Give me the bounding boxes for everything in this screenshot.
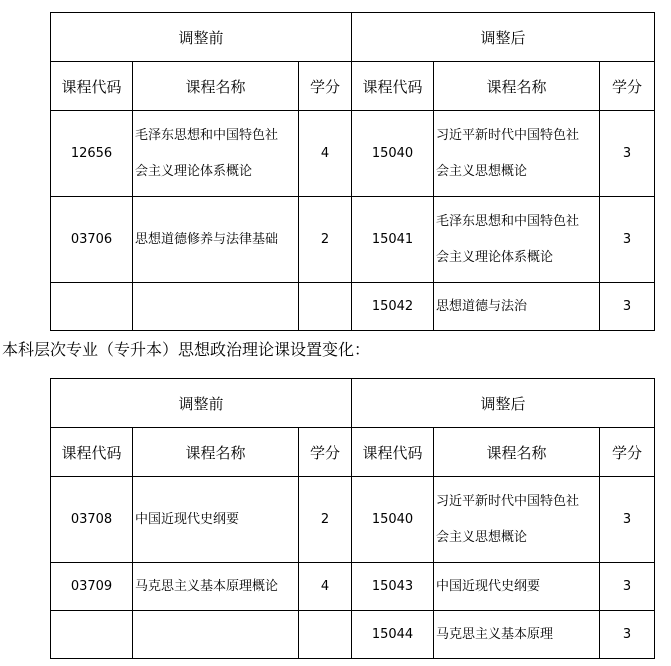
course-code: 15040 [352,111,434,197]
course-table-2 [50,378,655,659]
course-name: 习近平新时代中国特色社 会主义思想概论 [434,477,600,563]
table-row [51,611,655,659]
course-credit: 3 [600,197,655,283]
header-before: 调整前 [51,379,352,428]
course-code: 15041 [352,197,434,283]
course-credit: 2 [299,477,352,563]
course-name: 马克思主义基本原理概论 [133,563,299,611]
course-credit [299,611,352,659]
course-table-1 [50,12,655,331]
course-name: 毛泽东思想和中国特色社 会主义理论体系概论 [133,111,299,197]
course-code: 15040 [352,477,434,563]
section-caption: 本科层次专业（专升本）思想政治理论课设置变化： [2,340,371,359]
course-name: 习近平新时代中国特色社 会主义思想概论 [434,111,600,197]
course-code: 03706 [51,197,133,283]
course-credit: 3 [600,283,655,331]
table-row [51,197,655,283]
col-header-name: 课程名称 [133,62,299,111]
course-code [51,283,133,331]
header-after: 调整后 [352,13,655,62]
course-credit: 3 [600,563,655,611]
col-header-code: 课程代码 [51,62,133,111]
col-header-code: 课程代码 [51,428,133,477]
table-row [51,283,655,331]
course-credit [299,283,352,331]
course-code: 12656 [51,111,133,197]
col-header-credit: 学分 [299,62,352,111]
table-row [51,563,655,611]
course-name: 中国近现代史纲要 [434,563,600,611]
course-name: 毛泽东思想和中国特色社 会主义理论体系概论 [434,197,600,283]
col-header-credit: 学分 [600,62,655,111]
header-before: 调整前 [51,13,352,62]
course-name: 马克思主义基本原理 [434,611,600,659]
course-code: 15043 [352,563,434,611]
course-code [51,611,133,659]
col-header-name: 课程名称 [133,428,299,477]
course-code: 15044 [352,611,434,659]
course-name: 思想道德修养与法律基础 [133,197,299,283]
header-after: 调整后 [352,379,655,428]
course-credit: 3 [600,111,655,197]
course-code: 03708 [51,477,133,563]
course-code: 15042 [352,283,434,331]
col-header-name: 课程名称 [434,62,600,111]
course-credit: 4 [299,563,352,611]
course-name: 中国近现代史纲要 [133,477,299,563]
course-name [133,283,299,331]
col-header-code: 课程代码 [352,62,434,111]
table-row [51,111,655,197]
col-header-credit: 学分 [600,428,655,477]
col-header-code: 课程代码 [352,428,434,477]
course-name [133,611,299,659]
course-credit: 2 [299,197,352,283]
course-credit: 4 [299,111,352,197]
course-code: 03709 [51,563,133,611]
col-header-name: 课程名称 [434,428,600,477]
table-row [51,477,655,563]
course-name: 思想道德与法治 [434,283,600,331]
course-credit: 3 [600,477,655,563]
course-credit: 3 [600,611,655,659]
col-header-credit: 学分 [299,428,352,477]
